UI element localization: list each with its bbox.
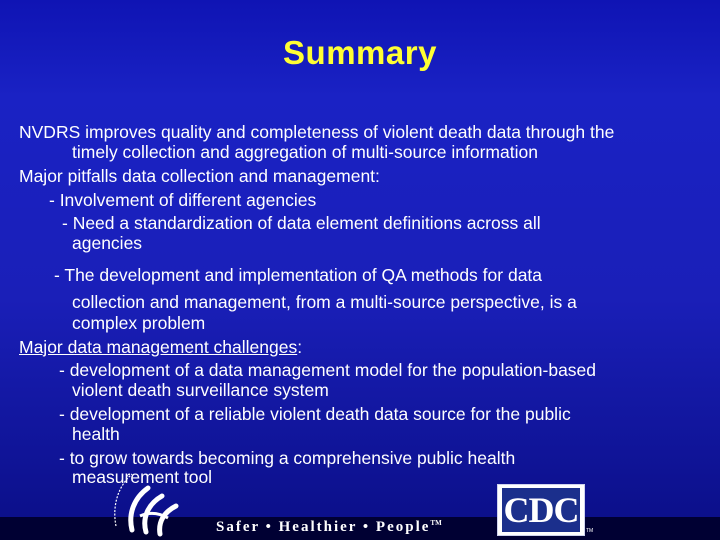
bullet-line: - Need a standardization of data element definitions across all (62, 213, 541, 233)
tagline-tm: TM (430, 519, 442, 527)
bullet-line: Major pitfalls data collection and management: (19, 166, 380, 186)
bullet-line: - development of a reliable violent death data source for the public (59, 404, 571, 424)
bullet-line (19, 337, 302, 357)
bullet-line: - development of a data management model for the population-based (59, 360, 597, 380)
slide-title: Summary (283, 34, 437, 71)
bullet-line: - Involvement of different agencies (49, 190, 317, 210)
hhs-eagle-seal-icon (110, 466, 188, 540)
bullet-line: - to grow towards becoming a comprehensive public health (59, 448, 516, 468)
bullet-line: timely collection and aggregation of multi-source information (72, 142, 538, 162)
heading-colon: : (297, 337, 303, 357)
bullet-line: NVDRS improves quality and completeness of violent death data through the (19, 122, 615, 142)
bullet-line: health (72, 424, 120, 444)
bullet-line: measurement tool (72, 467, 213, 487)
cdc-tm: TM (586, 528, 594, 534)
footer-tagline (216, 519, 442, 536)
tagline-text: Safer • Healthier • People (216, 519, 431, 535)
bullet-line: complex problem (72, 313, 206, 333)
bullet-line: collection and management, from a multi-source perspective, is a (72, 292, 577, 312)
bullet-line: agencies (72, 233, 143, 253)
bullet-line: violent death surveillance system (72, 380, 329, 400)
underlined-heading: Major data management challenges (19, 337, 298, 357)
bullet-line: - The development and implementation of QA methods for data (54, 265, 543, 285)
cdc-logo-panel (502, 488, 580, 532)
cdc-logo (497, 484, 585, 536)
cdc-logo-text: CDC (503, 490, 579, 530)
